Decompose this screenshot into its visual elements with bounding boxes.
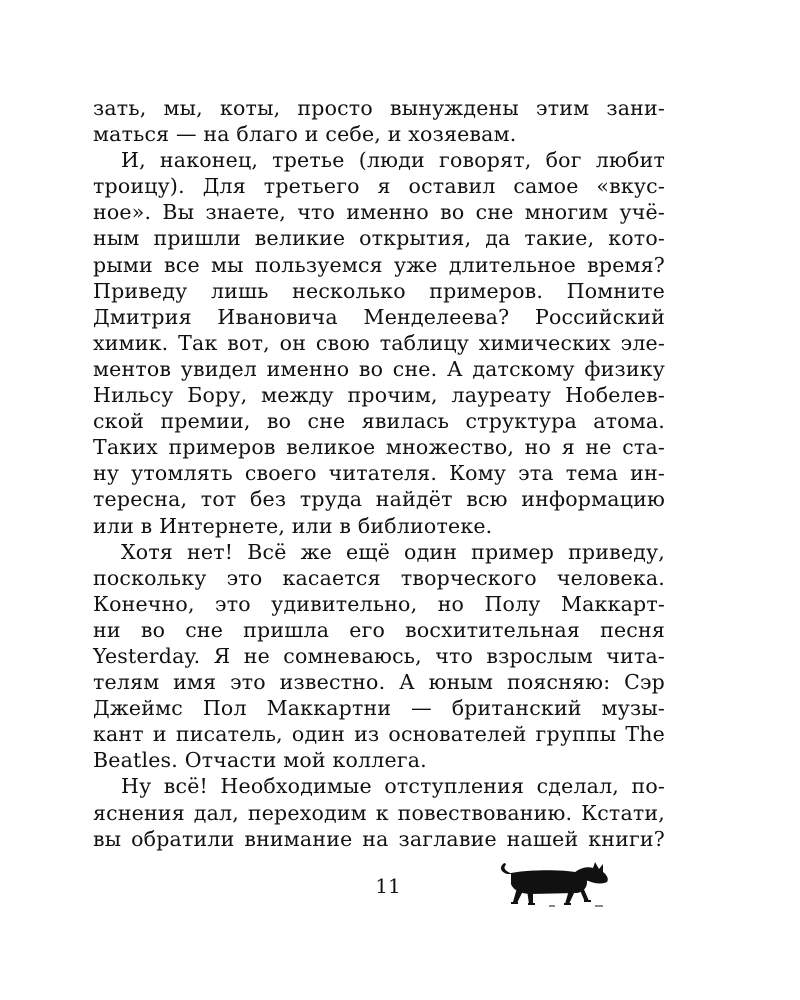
text-line: химик. Так вот, он свою таблицу химических эле- bbox=[93, 330, 665, 355]
body-text bbox=[93, 95, 665, 852]
text-line: маться — на благо и себе, и хозяевам. bbox=[93, 122, 517, 147]
text-line: или в Интернете, или в библиотеке. bbox=[93, 513, 493, 538]
text-line: Ну всё! Необходимые отступления сделал, по- bbox=[121, 774, 665, 799]
text-line: ской премии, во сне явилась структура атома. bbox=[93, 409, 665, 434]
text-line: вы обратили внимание на заглавие нашей книги? bbox=[93, 826, 665, 851]
text-line: Джеймс Пол Маккартни — британский музы- bbox=[93, 696, 665, 721]
text-line: кант и писатель, один из основателей группы The bbox=[93, 722, 665, 747]
text-line: зать, мы, коты, просто вынуждены этим зани- bbox=[93, 96, 665, 120]
text-line: Дмитрия Ивановича Менделеева? Российский bbox=[93, 304, 665, 329]
text-line: Конечно, это удивительно, но Полу Маккарт- bbox=[93, 591, 665, 616]
text-line: Хотя нет! Всё же ещё один пример приведу, bbox=[121, 539, 665, 564]
page-number: 11 bbox=[375, 874, 401, 898]
text-line: ным пришли великие открытия, да такие, кото- bbox=[93, 226, 665, 251]
text-line: тересна, тот без труда найдёт всю информацию bbox=[93, 487, 665, 512]
text-line: Нильсу Бору, между прочим, лауреату Нобелев- bbox=[93, 383, 665, 408]
text-line: рыми все мы пользуемся уже длительное время? bbox=[93, 252, 665, 277]
text-line: поскольку это касается творческого человека. bbox=[93, 565, 665, 590]
text-line: И, наконец, третье (люди говорят, бог любит bbox=[121, 148, 665, 173]
text-line: ное». Вы знаете, что именно во сне многим учё- bbox=[93, 200, 665, 225]
walking-cat-icon bbox=[495, 860, 620, 910]
text-line: Beatles. Отчасти мой коллега. bbox=[93, 748, 427, 773]
text-line: Приведу лишь несколько примеров. Помните bbox=[93, 278, 665, 303]
text-line: ментов увидел именно во сне. А датскому физику bbox=[93, 356, 665, 381]
text-line: Таких примеров великое множество, но я не ста- bbox=[93, 435, 665, 460]
text-line: Yesterday. Я не сомневаюсь, что взрослым чита- bbox=[93, 643, 665, 668]
text-line: троицу). Для третьего я оставил самое «вкус- bbox=[93, 174, 665, 199]
text-line: яснения дал, переходим к повествованию. Кстати, bbox=[93, 800, 665, 825]
text-line: телям имя это известно. А юным поясняю: Сэр bbox=[93, 670, 665, 695]
text-line: ну утомлять своего читателя. Кому эта тема ин- bbox=[93, 461, 665, 486]
text-line: ни во сне пришла его восхитительная песня bbox=[93, 617, 665, 642]
